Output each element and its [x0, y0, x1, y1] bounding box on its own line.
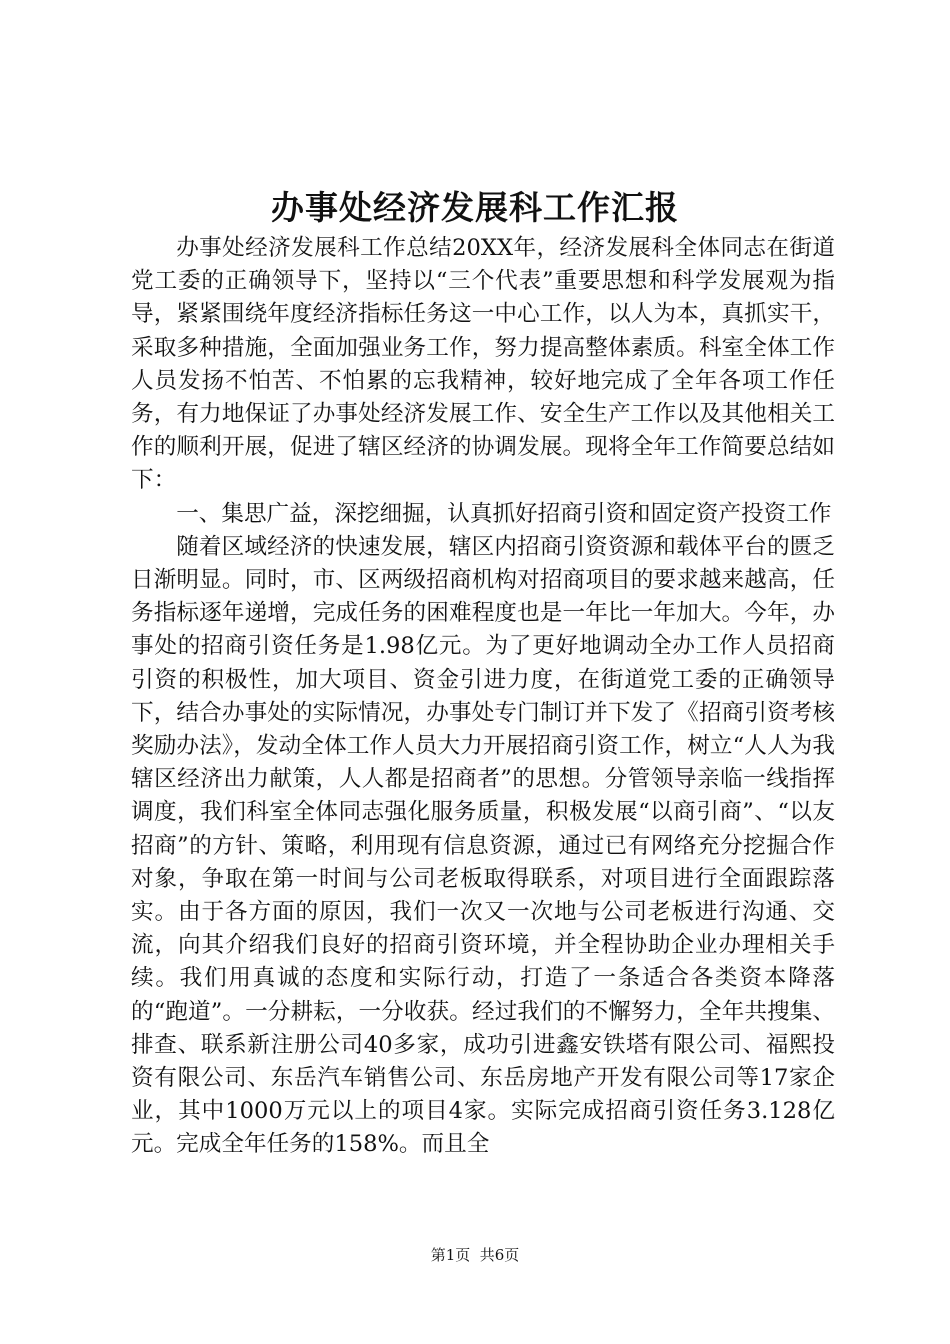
section-heading-1: 一、集思广益，深挖细掘，认真抓好招商引资和固定资产投资工作 [176, 500, 832, 527]
paragraph-investment: 随着区域经济的快速发展，辖区内招商引资资源和载体平台的匮乏日渐明显。同时，市、区两级招商机构对招商项目的要求越来越高，任务指标逐年递增，完成任务的困难程度也是一年比一年加大。今年，办事处的招商引资任务是1.98亿元。为了更好地调动全办工作人员招商引资的积极性，加大项目、资金引进力度，在街道党工委的正确领导下，结合办事处的实际情况，办事处专门制订并下发了《招商引资考核奖励办法》，发动全体工作人员大力开展招商引资工作，树立“人人为我辖区经济出力献策，人人都是招商者”的思想。分管领导亲临一线指挥调度，我们科室全体同志强化服务质量，积极发展“以商引商”、“以友招商”的方针、策略，利用现有信息资源，通过已有网络充分挖掘合作对象，争取在第一时间与公司老板取得联系，对项目进行全面跟踪落实。由于各方面的原因，我们一次又一次地与公司老板进行沟通、交流，向其介绍我们良好的招商引资环境，并全程协助企业办理相关手续。我们用真诚的态度和实际行动，打造了一条适合各类资本降落的“跑道”。一分耕耘，一分收获。经过我们的不懈努力，全年共搜集、排查、联系新注册公司40多家，成功引进鑫安铁塔有限公司、福熙投资有限公司、东岳汽车销售公司、东岳房地产开发有限公司等17家企业，其中1000万元以上的项目4家。实际完成招商引资任务3.128亿元。完成全年任务的158%。而且全 [131, 533, 835, 1158]
document-title: 办事处经济发展科工作汇报 [271, 188, 679, 227]
page-number: 第1页 共6页 [430, 1246, 520, 1264]
document-body [131, 232, 835, 1162]
paragraph-intro: 办事处经济发展科工作总结20XX年，经济发展科全体同志在街道党工委的正确领导下，坚持以“三个代表”重要思想和科学发展观为指导，紧紧围绕年度经济指标任务这一中心工作，以人为本，真抓实干，采取多种措施，全面加强业务工作，努力提高整体素质。科室全体工作人员发扬不怕苦、不怕累的忘我精神，较好地完成了全年各项工作任务，有力地保证了办事处经济发展工作、安全生产工作以及其他相关工作的顺利开展，促进了辖区经济的协调发展。现将全年工作简要总结如下： [131, 235, 835, 494]
page-footer [0, 1244, 950, 1266]
